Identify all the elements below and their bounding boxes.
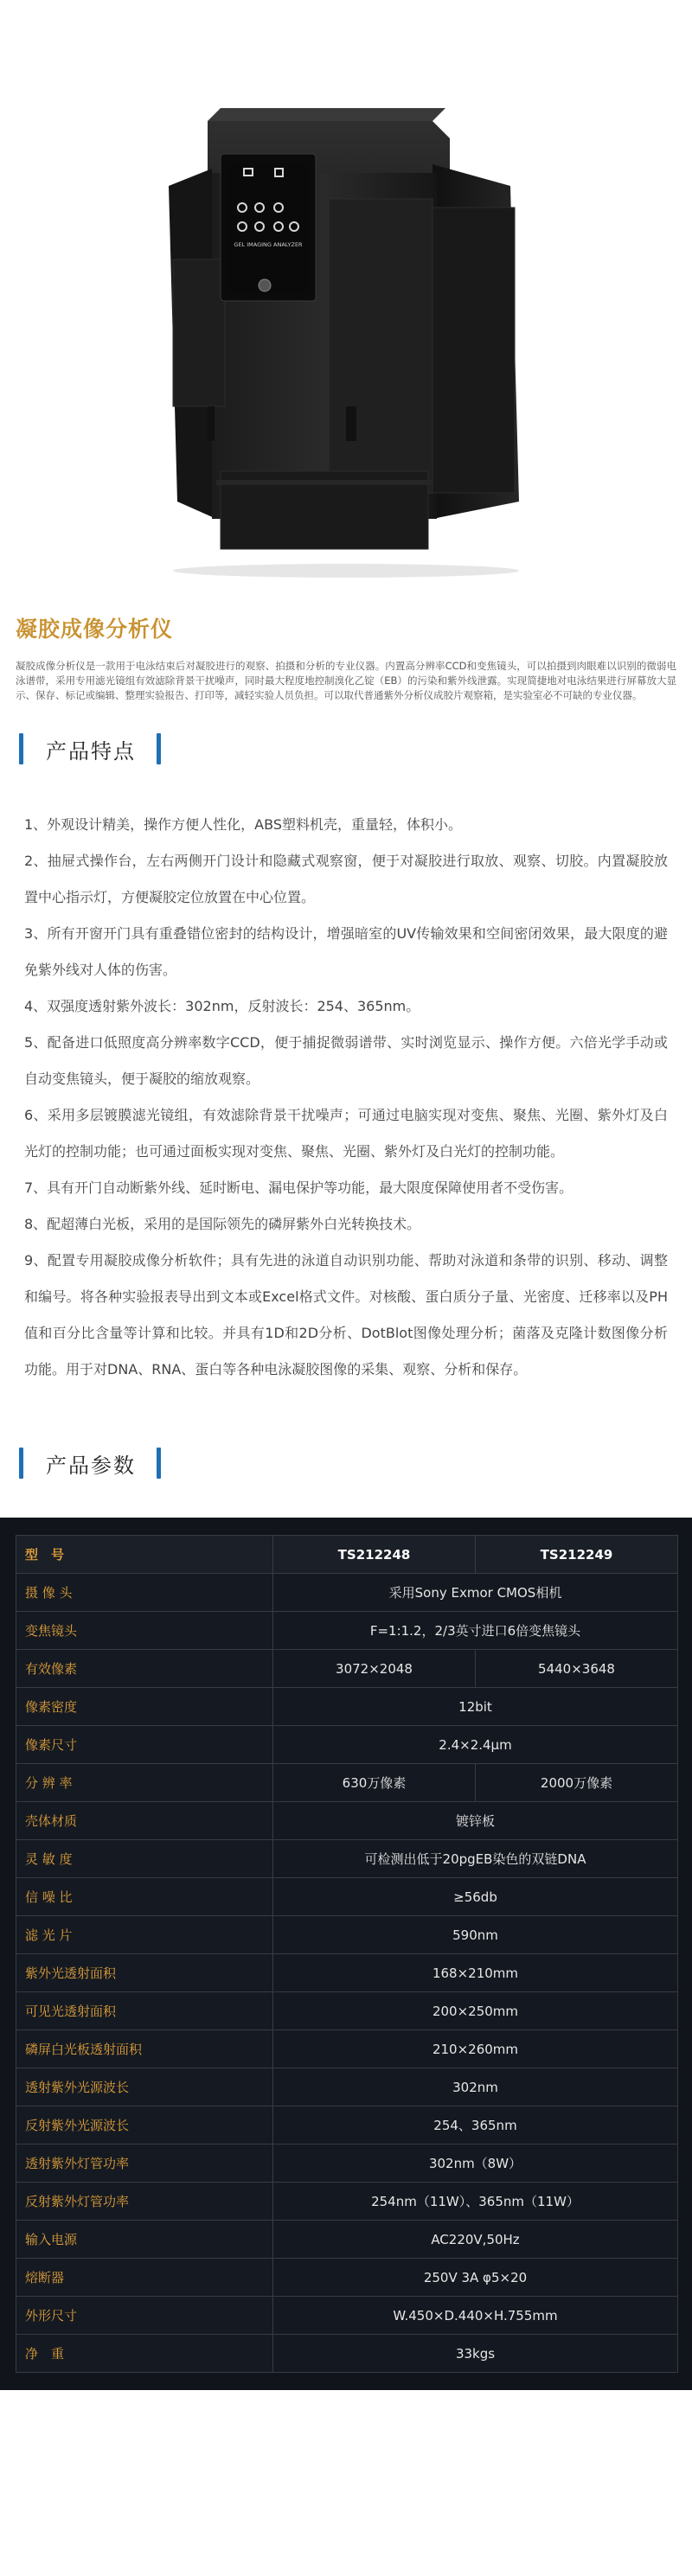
spec-value: 210×260mm <box>273 2030 678 2068</box>
spec-label: 滤 光 片 <box>16 1916 273 1954</box>
heading-bar-right <box>157 1448 161 1479</box>
spec-label: 外形尺寸 <box>16 2297 273 2335</box>
spec-label: 透射紫外光源波长 <box>16 2068 273 2106</box>
feature-item: 3、所有开窗开门具有重叠错位密封的结构设计，增强暗室的UV传输效果和空间密闭效果，最大限度的避免紫外线对人体的伤害。 <box>24 925 668 978</box>
spec-value: 2.4×2.4μm <box>273 1726 678 1764</box>
spec-value: ≥56db <box>273 1878 678 1916</box>
spec-label: 净 重 <box>16 2335 273 2373</box>
spec-value: 254、365nm <box>273 2106 678 2145</box>
spec-row <box>16 1688 678 1726</box>
heading-bar-right <box>157 733 161 764</box>
spec-value: 镀锌板 <box>273 1802 678 1840</box>
spec-row <box>16 2183 678 2221</box>
intro-title: 凝胶成像分析仪 <box>16 617 174 642</box>
spec-label: 透射紫外灯管功率 <box>16 2145 273 2183</box>
feature-item: 5、配备进口低照度高分辨率数字CCD，便于捕捉微弱谱带、实时浏览显示、操作方便。六倍光学手动或自动变焦镜头，便于凝胶的缩放观察。 <box>24 1034 668 1087</box>
spec-row <box>16 1916 678 1954</box>
spec-label: 像素尺寸 <box>16 1726 273 1764</box>
spec-label: 可见光透射面积 <box>16 1992 273 2030</box>
spec-value: 302nm（8W） <box>273 2145 678 2183</box>
spec-row <box>16 2106 678 2145</box>
feature-item: 6、采用多层镀膜滤光镜组，有效滤除背景干扰噪声；可通过电脑实现对变焦、聚焦、光圈、紫外灯及白光灯的控制功能；也可通过面板实现对变焦、聚焦、光圈、紫外灯及白光灯的控制功能。 <box>24 1107 668 1160</box>
spec-row <box>16 1840 678 1878</box>
spec-row <box>16 2221 678 2259</box>
spec-value: 200×250mm <box>273 1992 678 2030</box>
spec-table-panel <box>0 1518 692 2390</box>
spec-row <box>16 2259 678 2297</box>
spec-value: 630万像素 <box>273 1764 476 1802</box>
feature-item: 1、外观设计精美，操作方便人性化，ABS塑料机壳，重量轻，体积小。 <box>24 816 462 833</box>
feature-item: 4、双强度透射紫外波长：302nm，反射波长：254、365nm。 <box>24 998 420 1014</box>
feature-item: 2、抽屉式操作台，左右两侧开门设计和隐藏式观察窗，便于对凝胶进行取放、观察、切胶。内置凝胶放置中心指示灯，方便凝胶定位放置在中心位置。 <box>24 853 668 905</box>
features-heading <box>0 729 692 769</box>
spec-label: 灵 敏 度 <box>16 1840 273 1878</box>
params-heading <box>0 1443 692 1483</box>
intro-section <box>0 612 692 703</box>
spec-model-1: TS212248 <box>273 1536 476 1574</box>
heading-bar-left <box>19 733 23 764</box>
spec-row <box>16 1726 678 1764</box>
spec-table <box>16 1535 678 2373</box>
spec-label: 反射紫外光源波长 <box>16 2106 273 2145</box>
features-list <box>0 769 692 1388</box>
spec-label: 有效像素 <box>16 1650 273 1688</box>
spec-model-2: TS212249 <box>476 1536 678 1574</box>
spec-row <box>16 1802 678 1840</box>
spec-row <box>16 1650 678 1688</box>
spec-value: 302nm <box>273 2068 678 2106</box>
spec-row <box>16 1764 678 1802</box>
spec-value: 254nm（11W）、365nm（11W） <box>273 2183 678 2221</box>
spec-row <box>16 1612 678 1650</box>
product-hero <box>0 0 692 588</box>
spec-row <box>16 2145 678 2183</box>
spec-value: 33kgs <box>273 2335 678 2373</box>
spec-row <box>16 2030 678 2068</box>
bottom-spacer <box>0 2390 692 2442</box>
spec-label: 输入电源 <box>16 2221 273 2259</box>
spec-value: F=1:1.2，2/3英寸进口6倍变焦镜头 <box>273 1612 678 1650</box>
spec-header-row <box>16 1536 678 1574</box>
spec-value: 250V 3A φ5×20 <box>273 2259 678 2297</box>
spec-row <box>16 1574 678 1612</box>
spec-row <box>16 2335 678 2373</box>
heading-bar-left <box>19 1448 23 1479</box>
spec-label: 反射紫外灯管功率 <box>16 2183 273 2221</box>
spec-label: 摄 像 头 <box>16 1574 273 1612</box>
spec-value: AC220V,50Hz <box>273 2221 678 2259</box>
spec-value: W.450×D.440×H.755mm <box>273 2297 678 2335</box>
features-heading-title: 产品特点 <box>46 738 136 764</box>
spec-label: 壳体材质 <box>16 1802 273 1840</box>
spec-label: 熔断器 <box>16 2259 273 2297</box>
spec-row <box>16 2068 678 2106</box>
spec-value: 可检测出低于20pgEB染色的双链DNA <box>273 1840 678 1878</box>
spec-row <box>16 1878 678 1916</box>
spec-label: 型 号 <box>16 1536 273 1574</box>
spec-value: 168×210mm <box>273 1954 678 1992</box>
spec-label: 紫外光透射面积 <box>16 1954 273 1992</box>
spec-label: 变焦镜头 <box>16 1612 273 1650</box>
feature-item: 8、配超薄白光板，采用的是国际领先的磷屏紫外白光转换技术。 <box>24 1216 421 1232</box>
feature-item: 7、具有开门自动断紫外线、延时断电、漏电保护等功能，最大限度保障使用者不受伤害。 <box>24 1179 573 1196</box>
spec-row <box>16 1992 678 2030</box>
spec-label: 分 辨 率 <box>16 1764 273 1802</box>
spec-row <box>16 1954 678 1992</box>
gel-imager-illustration <box>0 0 692 588</box>
spec-value: 5440×3648 <box>476 1650 678 1688</box>
spec-value: 12bit <box>273 1688 678 1726</box>
feature-item: 9、配置专用凝胶成像分析软件；具有先进的泳道自动识别功能、帮助对泳道和条带的识别、移动、调整和编号。将各种实验报表导出到文本或Excel格式文件。对核酸、蛋白质分子量、光密度、迁移率以及PH值和百分比含量等计算和比较。并具有1D和2D分析、DotBlot图像处理分析；菌落及克隆计数图像分析功能。用于对DNA、RNA、蛋白等各种电泳凝胶图像的采集、观察、分析和保存。 <box>24 1252 668 1377</box>
spec-value: 3072×2048 <box>273 1650 476 1688</box>
params-heading-title: 产品参数 <box>46 1453 136 1478</box>
spec-value: 采用Sony Exmor CMOS相机 <box>273 1574 678 1612</box>
spec-value: 2000万像素 <box>476 1764 678 1802</box>
spec-label: 磷屏白光板透射面积 <box>16 2030 273 2068</box>
spec-label: 像素密度 <box>16 1688 273 1726</box>
intro-text: 凝胶成像分析仪是一款用于电泳结束后对凝胶进行的观察、拍摄和分析的专业仪器。内置高分辨率CCD和变焦镜头，可以拍摄到肉眼难以识别的微弱电泳谱带，采用专用滤光镜组有效滤除背景干扰噪声，同时最大程度地控制溴化乙锭（EB）的污染和紫外线泄露。实现简捷地对电泳结果进行屏幕放大显示、保存、标记或编辑、整理实验报告、打印等，减轻实验人员负担。可以取代普通紫外分析仪成胶片观察箱，是实验室必不可缺的专业仪器。 <box>16 660 676 701</box>
screen-label: GEL IMAGING ANALYZER <box>234 241 303 248</box>
spec-row <box>16 2297 678 2335</box>
spec-label: 信 噪 比 <box>16 1878 273 1916</box>
spec-value: 590nm <box>273 1916 678 1954</box>
